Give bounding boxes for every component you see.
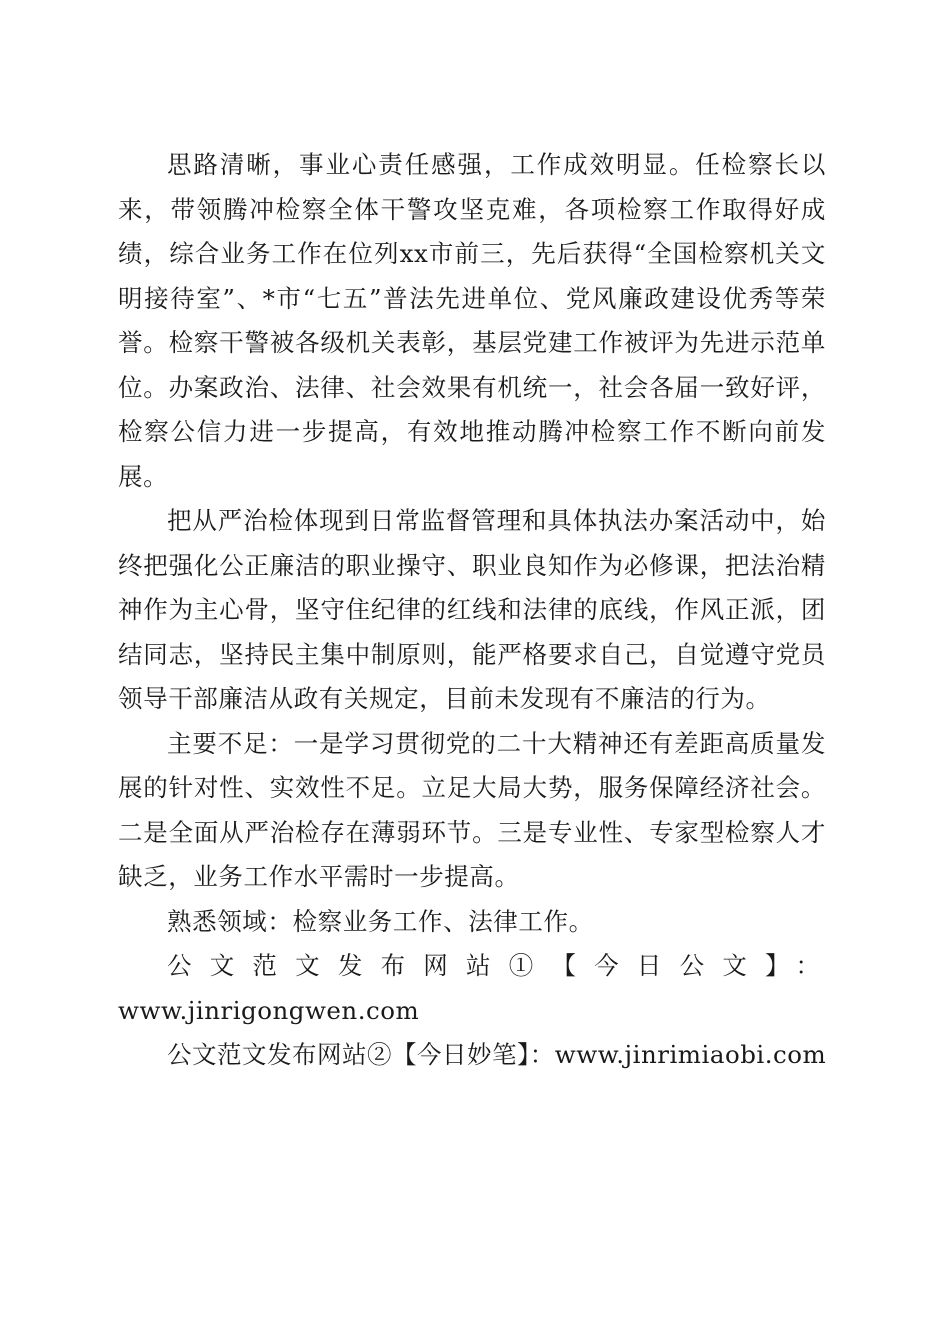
paragraph-shortcomings: 主要不足：一是学习贯彻党的二十大精神还有差距高质量发展的针对性、实效性不足。立足大局大势，服务保障经济社会。二是全面从严治检存在薄弱环节。三是专业性、专家型检察人才缺乏，业务工作水平需时一步提高。	[118, 728, 826, 891]
footer-site1-label: 公文范文发布网站①【今日公文】：	[167, 951, 826, 980]
footer-site1-url[interactable]: www.jinrigongwen.com	[118, 995, 420, 1025]
paragraph-achievements: 思路清晰，事业心责任感强，工作成效明显。任检察长以来，带领腾冲检察全体干警攻坚克难，各项检察工作取得好成绩，综合业务工作在位列xx市前三，先后获得“全国检察机关文明接待室”、*市“七五”普法先进单位、党风廉政建设优秀等荣誉。检察干警被各级机关表彰，基层党建工作被评为先进示范单位。办案政治、法律、社会效果有机统一，社会各届一致好评，检察公信力进一步提高，有效地推动腾冲检察工作不断向前发展。	[118, 150, 826, 491]
footer-site2-line[interactable]: 公文范文发布网站②【今日妙笔】：www.jinrimiaobi.com	[167, 1040, 827, 1069]
document-body	[118, 143, 826, 1078]
paragraph-integrity: 把从严治检体现到日常监督管理和具体执法办案活动中，始终把强化公正廉洁的职业操守、职业良知作为必修课，把法治精神作为主心骨，坚守住纪律的红线和法律的底线，作风正派，团结同志，坚持民主集中制原则，能严格要求自己，自觉遵守党员领导干部廉洁从政有关规定，目前未发现有不廉洁的行为。	[118, 506, 826, 713]
paragraph-expertise: 熟悉领域：检察业务工作、法律工作。	[167, 906, 594, 936]
